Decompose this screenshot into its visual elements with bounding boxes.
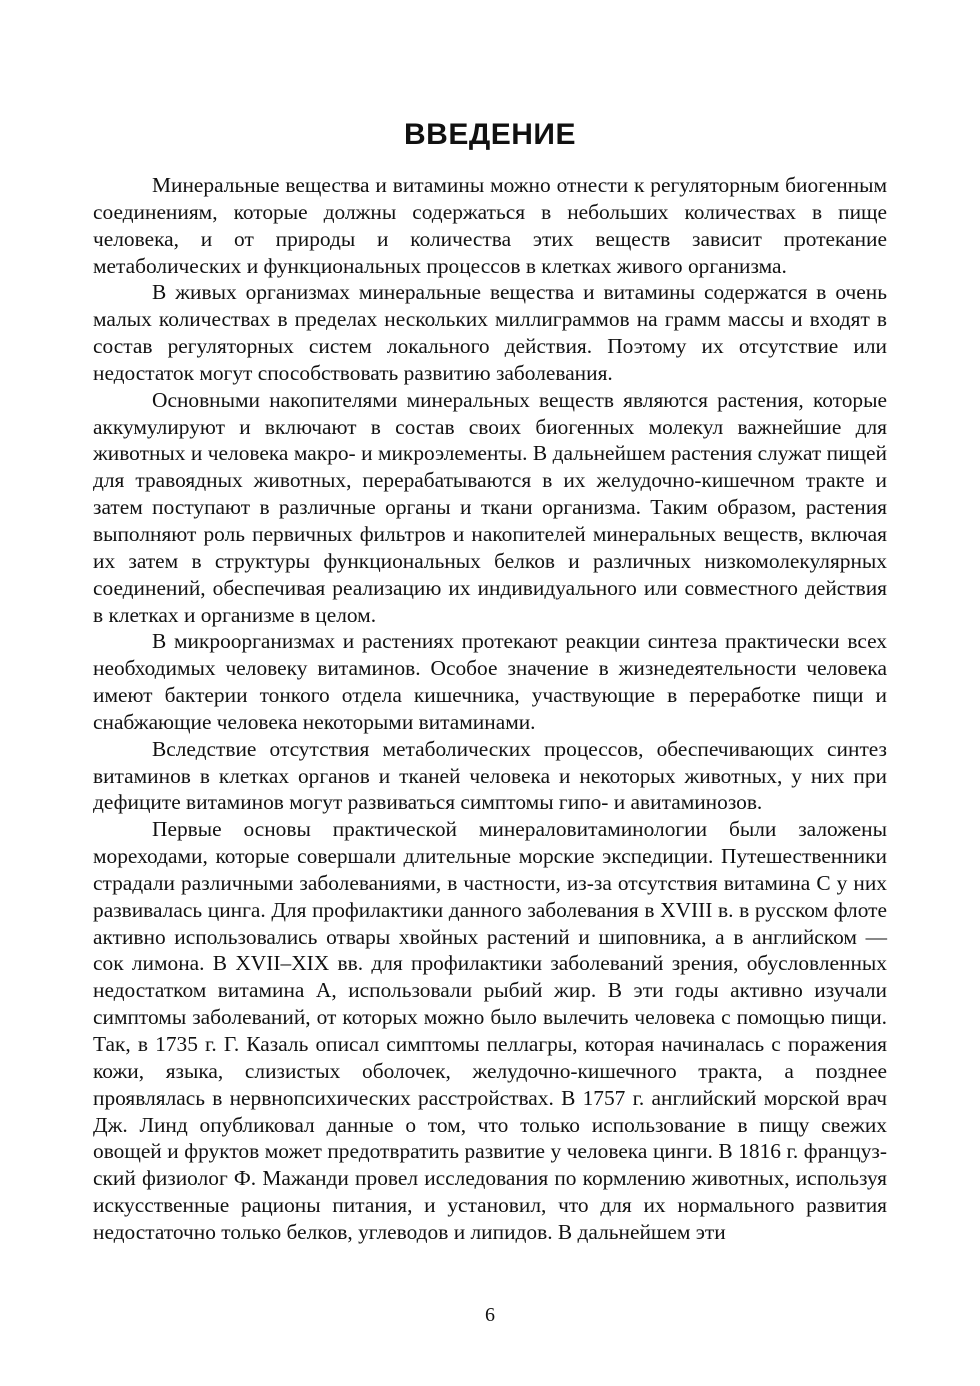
page-title: ВВЕДЕНИЕ (404, 118, 576, 151)
paragraph: В микроорганизмах и растениях протекают реакции синтеза практически всех необходимых человеку витаминов. Особое значение в жизнедеятельности человека имеют бактерии тонкого отдела кишечника, участвующие в переработке пищи и снабжающие человека некоторыми витаминами. (93, 629, 887, 734)
paragraph: В живых организмах минеральные вещества и витамины содержатся в очень малых количествах в пределах нескольких миллиграммов на грамм массы и входят в состав регуляторных систем локального действия. Поэтому их отсутствие или недостаток могут способствовать развитию заболевания. (93, 280, 887, 385)
body-text (93, 172, 887, 1246)
paragraph: Первые основы практической минераловитаминологии были заложены мореходами, которые совершали длительные морские экспедиции. Путешественники страдали различными заболеваниями, в частности, из-за отсутствия витамина С у них развивалась цинга. Для профилактики данного заболевания в XVIII в. в русском флоте активно использовались отвары хвойных растений и шиповника, а в английском — сок лимона. В XVII–XIX вв. для профилактики заболеваний зрения, обусловленных недостатком витамина А, использовали рыбий жир. В эти годы активно изучали симптомы заболеваний, от которых можно было вылечить человека с помощью пищи. Так, в 1735 г. Г. Казаль описал симптомы пеллагры, которая начиналась с поражения кожи, языка, слизистых оболочек, желудочно-кишечного тракта, а позднее проявлялась в нервнопсихических расстройствах. В 1757 г. английский морской врач Дж. Линд опубликовал данные о том, что только использование в пищу свежих овощей и фруктов может предотвратить развитие у человека цинги. В 1816 г. французский физиолог Ф. Мажанди провел исследования по кормлению животных, используя искусственные рационы питания, и установил, что для их нормального развития недостаточно только белков, углеводов и липидов. В дальнейшем эти (93, 817, 887, 1244)
paragraph: Минеральные вещества и витамины можно отнести к регуляторным биогенным соединениям, которые должны содержаться в небольших количествах в пище человека, и от природы и количества этих веществ зависит протекание метаболических и функциональных процессов в клетках живого организма. (93, 173, 887, 278)
paragraph: Вследствие отсутствия метаболических процессов, обеспечивающих синтез витаминов в клетках органов и тканей человека и некоторых животных, у них при дефиците витаминов могут развиваться симптомы гипо- и авитаминозов. (93, 736, 887, 815)
page-number: 6 (485, 1304, 495, 1326)
paragraph: Основными накопителями минеральных веществ являются растения, которые аккумулируют и включают в состав своих биогенных молекул важнейшие для животных и человека макро- и микроэлементы. В дальнейшем растения служат пищей для травоядных животных, перерабатываются в их желудочно-кишечном тракте и затем поступают в различные органы и ткани организма. Таким образом, растения выполняют роль первичных фильтров и накопителей минеральных веществ, включая их затем в структуры функциональных белков и различных низкомолекулярных соединений, обеспечивая реализацию их индивидуального или совместного действия в клетках и организме в целом. (93, 387, 887, 627)
